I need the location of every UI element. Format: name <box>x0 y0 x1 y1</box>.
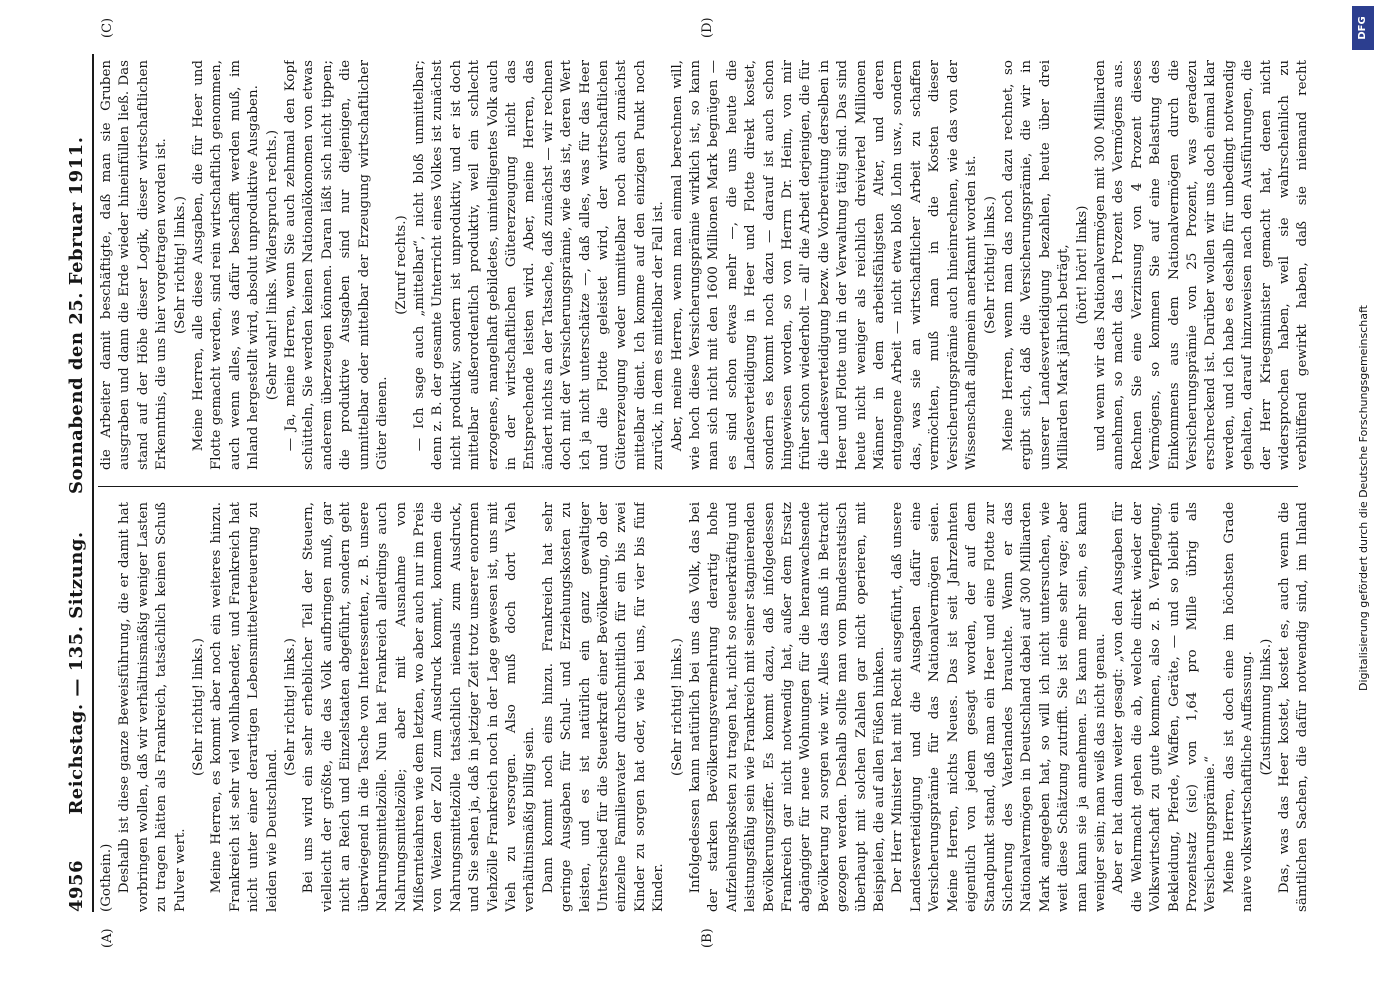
speech-paragraph: Bei uns wird ein sehr erheblicher Teil der Steuern, vielleicht der größte, die das Volk aufbringen muß, gar nicht an Reich und Einzelstaaten abgeführt, sondern geht überwiegend in die Tasche von Interessenten, z. B. unsere Nahrungsmittelzölle. Nun hat Frankreich allerdings auch Nahrungsmittelzölle; aber mit Ausnahme von Mißernteiahren wie dem letzten, wo aber auch nur im Preis von Weizen der Zoll zum Ausdruck kommt, kommen die Nahrungsmittelzölle tatsächlich niemals zum Ausdruck, und Sie sehen ja, daß in jetziger Zeit trotz unserer enormen Viehzölle Frankreich noch in der Lage gewesen ist, uns mit Vieh zu versorgen. Also muß doch dort Vieh verhältnismäßig billig sein. <box>301 502 538 912</box>
interjection: (Sehr richtig! links.) <box>982 196 998 334</box>
interjection: (Sehr richtig! links.) <box>172 196 188 334</box>
speech-paragraph: — Ja, meine Herren, wenn Sie auch zehnmal den Kopf schütteln, Sie werden keinen Nationalökonomen von etwas anderem überzeugen können. Daran läßt sich nicht tippen; die produktive Ausgaben sind nur diejenigen, die unmittelbar oder mittelbar der Erzeugung wirtschaftlicher Güter dienen. <box>283 60 391 470</box>
speech-paragraph: (Gothein.) <box>99 843 114 912</box>
speech-paragraph: Deshalb ist diese ganze Beweisführung, die er damit hat vorbringen wollen, daß wir verhältnismäßig weniger Lasten zu tragen hätten als Frankreich, tatsächlich keinen Schuß Pulver wert. <box>117 502 188 912</box>
page-number: 4956 <box>66 859 87 912</box>
speech-paragraph: Meine Herren, das ist doch eine im höchsten Grade naive volkswirtschaftliche Auffassung. <box>1221 502 1256 912</box>
speech-paragraph: die Arbeiter damit beschäftigte, daß man sie Gruben ausgraben und dann die Erde wieder hineinfüllen ließ. Das stand auf der Höhe dieser Logik, dieser wirtschaftlichen Erkenntnis, die uns hier vorgetragen worden ist. <box>99 60 170 470</box>
interjection: (Sehr wahr! links. Widerspruch rechts.) <box>264 129 280 401</box>
dfg-logo-text: DFG <box>1357 16 1368 40</box>
interjection: (Zuruf rechts.) <box>393 215 409 315</box>
margin-marker-c: (C) <box>100 17 115 38</box>
speech-paragraph: Meine Herren, es kommt aber noch ein weiteres hinzu. Frankreich ist sehr viel wohlhabender, und Frankreich hat nicht unter einer derartigen Lebensmittelverteuerung zu leiden wie Deutschland. <box>209 502 280 912</box>
speech-paragraph: — Ich sage auch „mittelbar“, nicht bloß unmittelbar; denn z. B. der gesamte Unterricht eines Volkes ist zunächst nicht produktiv, sondern ist unproduktiv, und er ist doch mittelbar außerordentlich produktiv, weil ein schlecht erzogenes, mangelhaft gebildetes, unintelligentes Volk auch in der wirtschaftlichen Gütererzeugung nicht das Entsprechende leisten wird. Aber, meine Herren, das ändert nichts an der Tatsache, daß zunächst — wir rechnen doch mit der Versicherungsprämie, wie das ist, deren Wert ich ja nicht unterschätze —, daß alles, was für das Heer und die Flotte geleistet wird, der wirtschaftlichen Gütererzeugung weder unmittelbar noch auch zunächst mittelbar dient. Ich komme auf den einzigen Punkt noch zurück, in dem es mittelbar der Fall ist. <box>411 60 667 470</box>
speech-paragraph: Das, was das Heer kostet, kostet es, auch wenn die sämtlichen Sachen, die dafür notwendig sind, im Inland <box>1277 502 1311 912</box>
header-session-title: Reichstag. — 135. Sitzung. <box>66 531 87 815</box>
right-text-column <box>98 60 1313 470</box>
speech-paragraph: Aber, meine Herren, wenn man einmal berechnen will, wie hoch diese Versicherungsprämie wirklich ist, so kann man sich nicht mit den 1600 Millionen Mark begnügen — es sind schon etwas mehr —, die uns heute die Landesverteidigung in Heer und Flotte direkt kostet, sondern es kommt noch dazu — darauf ist auch schon hingewiesen worden, so von Herrn Dr. Heim, von mir früher schon wiederholt — all' die Arbeit derjenigen, die für die Landesverteidigung bezw. die Vorbereitung derselben in Heer und Flotte und in der Verwaltung tätig sind. Das sind heute nicht weniger als reichlich dreiviertel Millionen Männer in dem arbeitsfähigsten Alter, und deren entgangene Arbeit — nicht etwa bloß Lohn usw., sondern das, was sie an wirtschaftlicher Arbeit zu schaffen vermöchten, muß man in die Kosten dieser Versicherungsprämie auch hineinrechnen, wie das von der Wissenschaft allgemein anerkannt worden ist. <box>669 60 980 470</box>
credit-text: Digitalisierung gefördert durch die Deutsche Forschungsgemeinschaft <box>1357 305 1370 691</box>
dfg-logo <box>1352 6 1374 50</box>
header-date-title: Sonnabend den 25. Februar 1911. <box>66 136 87 494</box>
column-divider <box>98 486 1298 487</box>
speech-paragraph: Aber er hat dann weiter gesagt: „von den Ausgaben für die Wehrmacht gehen die ab, welche direkt wieder der Volkswirtschaft zu gute kommen, also z. B. Verpflegung, Bekleidung, Pferde, Waffen, Geräte, — und so bleibt ein Prozentsatz (sic) von 1,64 pro Mille übrig als Versicherungsprämie.“ <box>1111 502 1219 912</box>
margin-marker-a: (A) <box>100 928 115 948</box>
page-header <box>62 54 94 912</box>
interjection: (Sehr richtig! links.) <box>669 638 685 776</box>
margin-marker-d: (D) <box>700 17 715 38</box>
left-text-column <box>98 502 1313 912</box>
speech-paragraph: Meine Herren, wenn man das noch dazu rechnet, so ergibt sich, daß die Versicherungsprämie, die wir in unserer Landesverteidigung bezahlen, heute über drei Milliarden Mark jährlich beträgt, <box>1000 60 1072 470</box>
interjection: (Sehr richtig! links.) <box>191 638 207 776</box>
digitization-credit <box>1352 8 1376 988</box>
margin-marker-b: (B) <box>700 928 715 948</box>
speech-paragraph: Dann kommt noch eins hinzu. Frankreich hat sehr geringe Ausgaben für Schul- und Erziehungskosten zu leisten, und es ist natürlich ein ganz gewaltiger Unterschied für die Steuerkraft einer Bevölkerung, ob der einzelne Familienvater durchschnittlich für ein bis zwei Kinder zu sorgen hat oder, wie bei uns, für vier bis fünf Kinder. <box>540 502 667 912</box>
speech-paragraph: und wenn wir das Nationalvermögen mit 300 Milliarden annehmen, so macht das 1 Prozent des Vermögens aus. Rechnen Sie eine Verzinsung von 4 Prozent dieses Vermögens, so kommen Sie auf eine Belastung des Einkommens aus dem Nationalvermögen durch die Versicherungsprämie von 25 Prozent, was geradezu erschreckend ist. Darüber wollen wir uns doch einmal klar werden, und ich habe es deshalb für unbedingt notwendig gehalten, darauf hinzuweisen nach den Ausführungen, die der Herr Kriegsminister gemacht hat, denen nicht widersprochen haben, weil sie wahrscheinlich zu verblüffend gewirkt haben, daß sie niemand recht <box>1092 60 1311 470</box>
interjection: (Zustimmung links.) <box>1258 638 1274 776</box>
speech-paragraph: Infolgedessen kann natürlich bei uns das Volk, das bei der starken Bevölkerungsvermehrung derartig hohe Aufziehungskosten zu tragen hat, nicht so steuerkräftig und leistungsfähig sein wie Frankreich mit seiner stagnierenden Bevölkerungsziffer. Es kommt dazu, daß infolgedessen Frankreich gar nicht notwendig hat, außer dem Ersatz abgängiger für neue Wohnungen für die heranwachsende Bevölkerung zu sorgen wie wir. Alles das muß in Betracht gezogen werden. Deshalb sollte man vom Bundesratstisch überhaupt mit solchen Zahlen gar nicht operieren, mit Beispielen, die auf allen Füßen hinken. <box>688 502 888 912</box>
speech-paragraph: Der Herr Minister hat mit Recht ausgeführt, daß unsere Landesverteidigung und die Ausgaben dafür eine Versicherungsprämie für das Nationalvermögen seien. Meine Herren, nichts Neues. Das ist seit Jahrzehnten eigentlich von jedem gesagt worden, der auf dem Standpunkt stand, daß man ein Heer und eine Flotte zur Sicherung des Vaterlandes brauchte. Wenn er das Nationalvermögen in Deutschland dabei auf 300 Milliarden Mark angegeben hat, so will ich nicht untersuchen, wie weit diese Schätzung zutrifft. Sie ist eine sehr vage; aber man kann sie ja annehmen. Es kann mehr sein, es kann weniger sein; man weiß das nicht genau. <box>890 502 1108 912</box>
interjection: (hört! hört! links) <box>1074 205 1090 325</box>
speech-paragraph: Meine Herren, alle diese Ausgaben, die für Heer und Flotte gemacht werden, sind rein wirtschaftlich genommen, auch wenn alles, was dafür beschafft werden muß, im Inland hergestellt wird, absolut unproduktive Ausgaben. <box>191 60 262 470</box>
interjection: (Sehr richtig! links.) <box>283 638 299 776</box>
